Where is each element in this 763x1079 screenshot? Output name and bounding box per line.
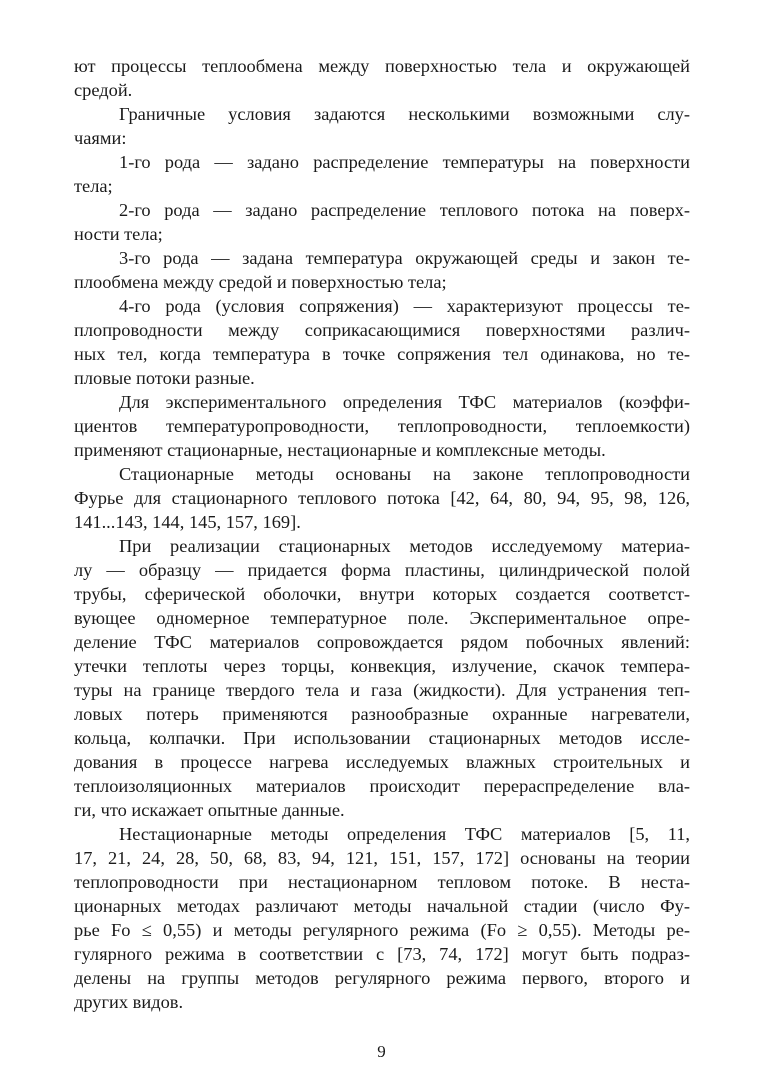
text-line: ловых потерь применяются разнообразные охранные нагреватели, bbox=[74, 704, 690, 724]
paragraph bbox=[74, 150, 690, 198]
text-line: других видов. bbox=[74, 992, 184, 1012]
text-line: плопроводности между соприкасающимися поверхностями различ- bbox=[74, 320, 690, 340]
text-line: 3-го рода — задана температура окружающей среды и закон те- bbox=[119, 248, 690, 268]
text-line: Фурье для стационарного теплового потока [42, 64, 80, 94, 95, 98, 126, bbox=[74, 488, 690, 508]
text-line: гулярного режима в соответствии с [73, 74, 172] могут быть подраз- bbox=[74, 944, 690, 964]
text-line: применяют стационарные, нестационарные и комплексные методы. bbox=[74, 440, 606, 460]
text-line: дования в процессе нагрева исследуемых влажных строительных и bbox=[74, 752, 690, 772]
text-line: деление ТФС материалов сопровождается рядом побочных явлений: bbox=[74, 632, 690, 652]
paragraph bbox=[74, 102, 690, 150]
text-line: теплоизоляционных материалов происходит перераспределение вла- bbox=[74, 776, 690, 796]
text-line: теплопроводности при нестационарном тепловом потоке. В неста- bbox=[74, 872, 690, 892]
text-line: лу — образцу — придается форма пластины, цилиндрической полой bbox=[74, 560, 690, 580]
text-line: пловые потоки разные. bbox=[74, 368, 255, 388]
page-number: 9 bbox=[377, 1042, 386, 1061]
text-line: Граничные условия задаются несколькими возможными слу- bbox=[119, 104, 690, 124]
text-line: ционарных методах различают методы начальной стадии (число Фу- bbox=[74, 896, 690, 916]
paragraph bbox=[74, 390, 690, 462]
text-line: ги, что искажает опытные данные. bbox=[74, 800, 345, 820]
text-line: циентов температуропроводности, теплопроводности, теплоемкости) bbox=[74, 416, 690, 436]
text-line: Стационарные методы основаны на законе теплопроводности bbox=[119, 464, 690, 484]
text-line: тела; bbox=[74, 176, 113, 196]
text-line: туры на границе твердого тела и газа (жидкости). Для устранения теп- bbox=[74, 680, 690, 700]
paragraph bbox=[74, 534, 690, 822]
paragraph bbox=[74, 198, 690, 246]
text-line: 2-го рода — задано распределение теплового потока на поверх- bbox=[119, 200, 690, 220]
text-line: ных тел, когда температура в точке сопряжения тел одинакова, но те- bbox=[74, 344, 690, 364]
text-line: 141...143, 144, 145, 157, 169]. bbox=[74, 512, 301, 532]
text-line: рье Fo ≤ 0,55) и методы регулярного режима (Fo ≥ 0,55). Методы ре- bbox=[74, 920, 690, 940]
text-line: Нестационарные методы определения ТФС материалов [5, 11, bbox=[119, 824, 690, 844]
text-line: кольца, колпачки. При использовании стационарных методов иссле- bbox=[74, 728, 690, 748]
text-line: При реализации стационарных методов исследуемому материа- bbox=[119, 536, 690, 556]
text-line: 17, 21, 24, 28, 50, 68, 83, 94, 121, 151, 157, 172] основаны на теории bbox=[74, 848, 690, 868]
paragraph bbox=[74, 294, 690, 390]
text-line: 1-го рода — задано распределение температуры на поверхности bbox=[119, 152, 690, 172]
text-line: средой. bbox=[74, 80, 133, 100]
text-line: утечки теплоты через торцы, конвекция, излучение, скачок темпера- bbox=[74, 656, 690, 676]
text-line: чаями: bbox=[74, 128, 127, 148]
paragraph bbox=[74, 246, 690, 294]
body-text bbox=[74, 54, 690, 1014]
paragraph bbox=[74, 822, 690, 1014]
text-line: ности тела; bbox=[74, 224, 163, 244]
text-line: делены на группы методов регулярного режима первого, второго и bbox=[74, 968, 690, 988]
text-line: трубы, сферической оболочки, внутри которых создается соответст- bbox=[74, 584, 690, 604]
text-line: Для экспериментального определения ТФС материалов (коэффи- bbox=[119, 392, 690, 412]
paragraph bbox=[74, 462, 690, 534]
text-line: ют процессы теплообмена между поверхностью тела и окружающей bbox=[74, 56, 690, 76]
text-line: 4-го рода (условия сопряжения) — характеризуют процессы те- bbox=[119, 296, 690, 316]
text-line: вующее одномерное температурное поле. Экспериментальное опре- bbox=[74, 608, 690, 628]
paragraph bbox=[74, 54, 690, 102]
text-line: плообмена между средой и поверхностью тела; bbox=[74, 272, 447, 292]
